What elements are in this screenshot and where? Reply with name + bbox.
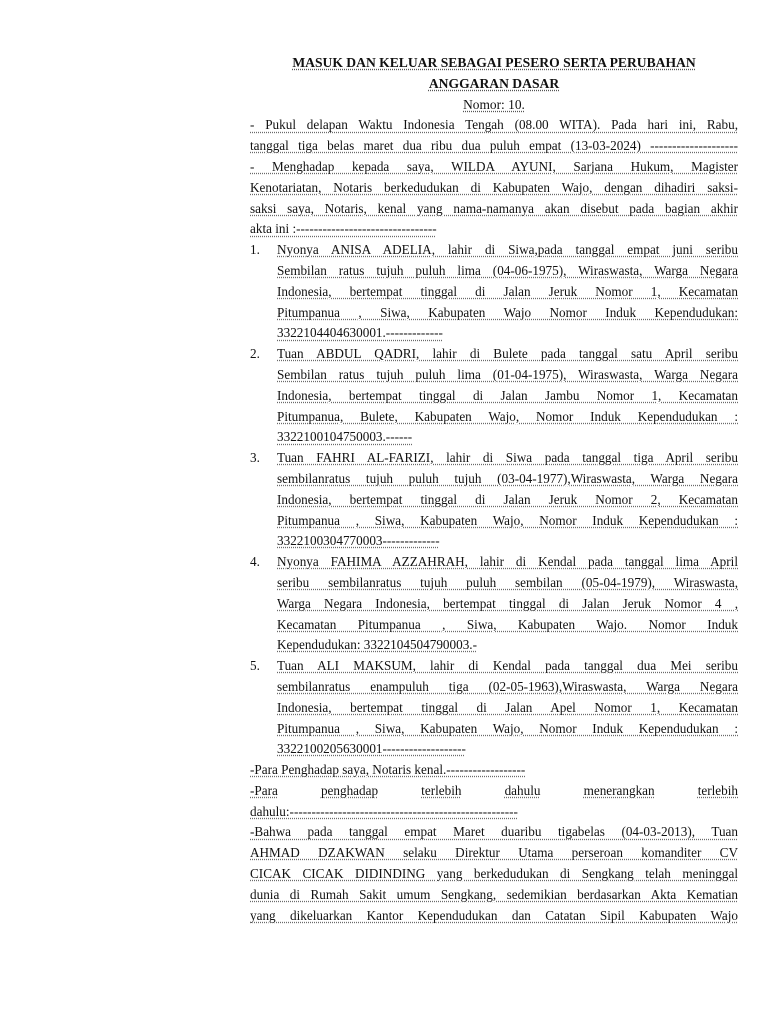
opening-line: akta ini :-------------------------------- — [250, 221, 437, 237]
opening-line: - Menghadap kepada saya, WILDA AYUNI, Sarjana Hukum, Magister — [250, 158, 738, 174]
opening-line: tanggal tiga belas maret dua ribu dua puluh empat (13-03-2024) -------------------- — [250, 138, 738, 154]
list-item — [250, 344, 738, 448]
list-item-line: Indonesia, bertempat tinggal di Jalan Jeruk Nomor 2, Kecamatan — [277, 491, 738, 507]
list-item — [250, 448, 738, 552]
known-statement: -Para Penghadap saya, Notaris kenal.------------------ — [250, 762, 526, 778]
list-item-line: Nyonya ANISA ADELIA, lahir di Siwa,pada tanggal empat juni seribu — [277, 242, 738, 258]
document-title-line-1: MASUK DAN KELUAR SEBAGAI PESERO SERTA PERUBAHAN — [292, 55, 696, 70]
list-item-line: 3322100104750003.------ — [277, 429, 413, 445]
list-item-line: Pitumpanua , Siwa, Kabupaten Wajo, Nomor Induk Kependudukan : — [277, 512, 738, 528]
list-item-line: Indonesia, bertempat tinggal di Jalan Jeruk Nomor 1, Kecamatan — [277, 283, 738, 299]
explain-word: menerangkan — [583, 782, 655, 798]
opening-line: saksi saya, Notaris, kenal yang nama-namanya akan disebut pada bagian akhir — [250, 200, 738, 216]
opening-paragraph — [250, 115, 738, 240]
list-item-line: Tuan FAHRI AL-FARIZI, lahir di Siwa pada tanggal tiga April seribu — [277, 450, 738, 466]
list-item-line: Tuan ALI MAKSUM, lahir di Kendal pada tanggal dua Mei seribu — [277, 658, 738, 674]
closing-line: AHMAD DZAKWAN selaku Direktur Utama perseroan komanditer CV — [250, 845, 738, 861]
list-item-line: sembilanratus tujuh puluh tujuh (03-04-1977),Wiraswasta, Warga Negara — [277, 470, 738, 486]
document-number: Nomor: 10. — [463, 96, 525, 112]
explain-word: dahulu — [504, 782, 541, 798]
list-item-line: Tuan ABDUL QADRI, lahir di Bulete pada tanggal satu April seribu — [277, 346, 738, 362]
list-item-number: 2. — [250, 346, 260, 362]
list-item-line: 3322100304770003------------- — [277, 533, 440, 549]
list-item-line: Warga Negara Indonesia, bertempat tinggal di Jalan Jeruk Nomor 4 , — [277, 595, 738, 611]
list-item-line: sembilanratus enampuluh tiga (02-05-1963),Wiraswasta, Warga Negara — [277, 678, 738, 694]
explain-word: terlebih — [697, 782, 738, 798]
closing-line: yang dikeluarkan Kantor Kependudukan dan Catatan Sipil Kabupaten Wajo — [250, 907, 738, 923]
appearers-list — [250, 240, 738, 760]
list-item-line: 3322104404630001.------------- — [277, 325, 443, 341]
list-item-number: 1. — [250, 242, 260, 258]
closing-line: -Bahwa pada tanggal empat Maret duaribu tigabelas (04-03-2013), Tuan — [250, 824, 738, 840]
list-item-line: 3322100205630001------------------- — [277, 741, 466, 757]
list-item-line: Kecamatan Pitumpanua , Siwa, Kabupaten Wajo. Nomor Induk — [277, 616, 738, 632]
list-item-line: Sembilan ratus tujuh puluh lima (01-04-1975), Wiraswasta, Warga Negara — [277, 366, 738, 382]
list-item-number: 4. — [250, 554, 260, 570]
list-item-number: 3. — [250, 450, 260, 466]
explain-word: -Para — [250, 782, 278, 798]
list-item-line: Sembilan ratus tujuh puluh lima (04-06-1975), Wiraswasta, Warga Negara — [277, 262, 738, 278]
document-title-line-2: ANGGARAN DASAR — [428, 75, 560, 91]
closing-line: dunia di Rumah Sakit umum Sengkang, sedemikian berdasarkan Akta Kematian — [250, 886, 738, 902]
opening-line: Kenotariatan, Notaris berkedudukan di Kabupaten Wajo, dengan dihadiri saksi- — [250, 179, 738, 195]
list-item-line: Pitumpanua , Siwa, Kabupaten Wajo Nomor Induk Kependudukan: — [277, 304, 738, 320]
list-item-line: seribu sembilanratus tujuh puluh sembilan (05-04-1979), Wiraswasta, — [277, 574, 738, 590]
list-item-line: Nyonya FAHIMA AZZAHRAH, lahir di Kendal pada tanggal lima April — [277, 554, 738, 570]
explain-word: terlebih — [421, 782, 462, 798]
list-item-line: Pitumpanua, Bulete, Kabupaten Wajo, Nomor Induk Kependudukan : — [277, 408, 738, 424]
list-item — [250, 656, 738, 760]
list-item-line: Kependudukan: 3322104504790003.- — [277, 637, 477, 653]
list-item — [250, 552, 738, 656]
list-item-line: Indonesia, bertempat tinggal di Jalan Apel Nomor 1, Kecamatan — [277, 699, 738, 715]
closing-line: CICAK CICAK DIDINDING yang berkedudukan di Sengkang telah meninggal — [250, 866, 738, 882]
document-body — [250, 53, 738, 926]
list-item-number: 5. — [250, 658, 260, 674]
explain-word: penghadap — [320, 782, 379, 798]
opening-line: - Pukul delapan Waktu Indonesia Tengah (08.00 WITA). Pada hari ini, Rabu, — [250, 117, 738, 133]
explain-statement-line-2: dahulu:---------------------------------------------------- — [250, 803, 518, 819]
list-item — [250, 240, 738, 344]
explain-statement-line-1 — [250, 781, 738, 802]
closing-paragraph — [250, 822, 738, 926]
list-item-line: Indonesia, bertempat tinggal di Jalan Jambu Nomor 1, Kecamatan — [277, 387, 738, 403]
list-item-line: Pitumpanua , Siwa, Kabupaten Wajo, Nomor Induk Kependudukan : — [277, 720, 738, 736]
